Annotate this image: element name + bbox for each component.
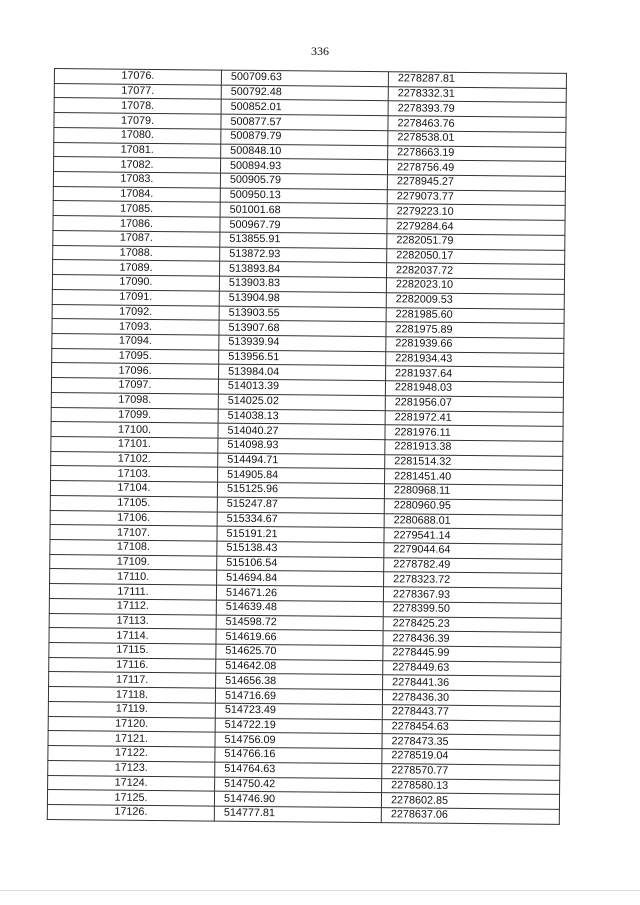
easting-cell: 514716.69 [215, 688, 382, 704]
easting-cell: 501001.68 [220, 203, 387, 219]
northing-cell: 2281976.11 [385, 425, 563, 441]
easting-cell: 514777.81 [214, 806, 381, 822]
northing-cell: 2278287.81 [388, 72, 566, 88]
northing-cell: 2278367.93 [383, 587, 561, 603]
easting-cell: 513956.51 [219, 350, 386, 366]
easting-cell: 515334.67 [217, 512, 384, 528]
easting-cell: 500894.93 [220, 158, 387, 174]
point-id-cell: 17112. [49, 598, 216, 614]
easting-cell: 513904.98 [219, 291, 386, 307]
easting-cell: 514642.08 [216, 659, 383, 675]
point-id-cell: 17089. [53, 260, 220, 276]
easting-cell: 515191.21 [217, 526, 384, 542]
northing-cell: 2279284.64 [387, 219, 565, 235]
point-id-cell: 17082. [54, 157, 221, 173]
easting-cell: 514671.26 [216, 585, 383, 601]
point-id-cell: 17078. [54, 98, 221, 114]
coordinates-table-body [47, 69, 566, 825]
point-id-cell: 17117. [49, 672, 216, 688]
easting-cell: 513907.68 [219, 320, 386, 336]
northing-cell: 2278602.85 [381, 793, 559, 809]
easting-cell: 513984.04 [219, 364, 386, 380]
northing-cell: 2278538.01 [388, 131, 566, 147]
point-id-cell: 17088. [53, 245, 220, 261]
point-id-cell: 17107. [50, 525, 217, 541]
point-id-cell: 17099. [51, 407, 218, 423]
point-id-cell: 17080. [54, 127, 221, 143]
easting-cell: 514619.66 [216, 629, 383, 645]
northing-cell: 2279541.14 [384, 528, 562, 544]
easting-cell: 514038.13 [218, 409, 385, 425]
northing-cell: 2281972.41 [385, 410, 563, 426]
point-id-cell: 17098. [51, 392, 218, 408]
northing-cell: 2278399.50 [383, 602, 561, 618]
easting-cell: 514723.49 [215, 703, 382, 719]
point-id-cell: 17110. [50, 569, 217, 585]
point-id-cell: 17124. [48, 775, 215, 791]
easting-cell: 513903.55 [219, 306, 386, 322]
point-id-cell: 17119. [48, 701, 215, 717]
easting-cell: 515125.96 [217, 482, 384, 498]
easting-cell: 513855.91 [220, 232, 387, 248]
northing-cell: 2281956.07 [385, 396, 563, 412]
northing-cell: 2282009.53 [386, 292, 564, 308]
easting-cell: 514746.90 [214, 791, 381, 807]
easting-cell: 513903.83 [219, 276, 386, 292]
northing-cell: 2281514.32 [385, 454, 563, 470]
point-id-cell: 17086. [53, 216, 220, 232]
northing-cell: 2278436.39 [383, 631, 561, 647]
point-id-cell: 17084. [53, 186, 220, 202]
easting-cell: 514722.19 [215, 718, 382, 734]
point-id-cell: 17083. [53, 172, 220, 188]
easting-cell: 514766.16 [215, 747, 382, 763]
northing-cell: 2281939.66 [386, 337, 564, 353]
northing-cell: 2278332.31 [388, 86, 566, 102]
northing-cell: 2280960.95 [384, 499, 562, 515]
northing-cell: 2282023.10 [386, 278, 564, 294]
point-id-cell: 17081. [54, 142, 221, 158]
easting-cell: 500709.63 [221, 70, 388, 86]
point-id-cell: 17109. [50, 554, 217, 570]
point-id-cell: 17100. [51, 422, 218, 438]
northing-cell: 2279044.64 [384, 543, 562, 559]
easting-cell: 514013.39 [218, 379, 385, 395]
easting-cell: 500950.13 [220, 188, 387, 204]
point-id-cell: 17114. [49, 628, 216, 644]
northing-cell: 2278445.99 [383, 646, 561, 662]
northing-cell: 2278441.36 [383, 675, 561, 691]
point-id-cell: 17093. [52, 319, 219, 335]
point-id-cell: 17104. [50, 481, 217, 497]
point-id-cell: 17105. [50, 495, 217, 511]
northing-cell: 2281937.64 [386, 366, 564, 382]
easting-cell: 514598.72 [216, 615, 383, 631]
point-id-cell: 17096. [52, 363, 219, 379]
northing-cell: 2281948.03 [385, 381, 563, 397]
point-id-cell: 17101. [51, 436, 218, 452]
point-id-cell: 17090. [52, 275, 219, 291]
northing-cell: 2281451.40 [385, 469, 563, 485]
point-id-cell: 17102. [51, 451, 218, 467]
northing-cell: 2278473.35 [382, 734, 560, 750]
easting-cell: 514764.63 [215, 762, 382, 778]
coordinates-table-wrapper [47, 68, 566, 825]
easting-cell: 514025.02 [218, 394, 385, 410]
point-id-cell: 17126. [47, 804, 214, 820]
northing-cell: 2278323.72 [384, 572, 562, 588]
northing-cell: 2280968.11 [384, 484, 562, 500]
northing-cell: 2279223.10 [387, 204, 565, 220]
easting-cell: 500905.79 [220, 173, 387, 189]
easting-cell: 514040.27 [218, 423, 385, 439]
northing-cell: 2281985.60 [386, 307, 564, 323]
point-id-cell: 17115. [49, 643, 216, 659]
easting-cell: 514639.48 [216, 600, 383, 616]
northing-cell: 2278756.49 [387, 160, 565, 176]
northing-cell: 2280688.01 [384, 513, 562, 529]
northing-cell: 2282051.79 [387, 234, 565, 250]
easting-cell: 515247.87 [217, 497, 384, 513]
easting-cell: 513939.94 [219, 335, 386, 351]
easting-cell: 500792.48 [221, 85, 388, 101]
northing-cell: 2281913.38 [385, 440, 563, 456]
northing-cell: 2278570.77 [382, 763, 560, 779]
easting-cell: 514098.93 [218, 438, 385, 454]
point-id-cell: 17125. [47, 790, 214, 806]
point-id-cell: 17095. [52, 348, 219, 364]
easting-cell: 514905.84 [218, 467, 385, 483]
point-id-cell: 17103. [51, 466, 218, 482]
easting-cell: 500848.10 [221, 144, 388, 160]
point-id-cell: 17123. [48, 760, 215, 776]
point-id-cell: 17091. [52, 289, 219, 305]
point-id-cell: 17076. [54, 69, 221, 85]
northing-cell: 2282050.17 [387, 248, 565, 264]
point-id-cell: 17092. [52, 304, 219, 320]
easting-cell: 513893.84 [220, 261, 387, 277]
easting-cell: 514750.42 [215, 777, 382, 793]
point-id-cell: 17106. [50, 510, 217, 526]
point-id-cell: 17094. [52, 333, 219, 349]
easting-cell: 500877.57 [221, 114, 388, 130]
point-id-cell: 17122. [48, 746, 215, 762]
northing-cell: 2281975.89 [386, 322, 564, 338]
point-id-cell: 17113. [49, 613, 216, 629]
page-number: 336 [311, 44, 329, 58]
northing-cell: 2278580.13 [382, 778, 560, 794]
easting-cell: 514625.70 [216, 644, 383, 660]
northing-cell: 2282037.72 [387, 263, 565, 279]
northing-cell: 2278454.63 [382, 719, 560, 735]
easting-cell: 515106.54 [217, 556, 384, 572]
northing-cell: 2278637.06 [381, 808, 559, 824]
point-id-cell: 17087. [53, 230, 220, 246]
northing-cell: 2278463.76 [388, 116, 566, 132]
point-id-cell: 17097. [51, 378, 218, 394]
page-bottom-edge [0, 890, 640, 891]
northing-cell: 2278945.27 [387, 175, 565, 191]
point-id-cell: 17118. [48, 687, 215, 703]
easting-cell: 500852.01 [221, 100, 388, 116]
easting-cell: 514756.09 [215, 732, 382, 748]
easting-cell: 500967.79 [220, 217, 387, 233]
point-id-cell: 17077. [54, 83, 221, 99]
point-id-cell: 17120. [48, 716, 215, 732]
point-id-cell: 17116. [49, 657, 216, 673]
point-id-cell: 17111. [49, 584, 216, 600]
easting-cell: 514494.71 [218, 453, 385, 469]
northing-cell: 2281934.43 [386, 351, 564, 367]
northing-cell: 2278519.04 [382, 749, 560, 765]
point-id-cell: 17121. [48, 731, 215, 747]
northing-cell: 2278436.30 [382, 690, 560, 706]
point-id-cell: 17108. [50, 539, 217, 555]
easting-cell: 514694.84 [217, 571, 384, 587]
point-id-cell: 17079. [54, 113, 221, 129]
easting-cell: 513872.93 [220, 247, 387, 263]
point-id-cell: 17085. [53, 201, 220, 217]
northing-cell: 2278449.63 [383, 660, 561, 676]
northing-cell: 2278443.77 [382, 705, 560, 721]
northing-cell: 2278663.19 [388, 145, 566, 161]
easting-cell: 514656.38 [216, 674, 383, 690]
northing-cell: 2278393.79 [388, 101, 566, 117]
northing-cell: 2279073.77 [387, 189, 565, 205]
northing-cell: 2278425.23 [383, 616, 561, 632]
coordinates-table [47, 68, 567, 825]
easting-cell: 515138.43 [217, 541, 384, 557]
northing-cell: 2278782.49 [384, 557, 562, 573]
easting-cell: 500879.79 [221, 129, 388, 145]
